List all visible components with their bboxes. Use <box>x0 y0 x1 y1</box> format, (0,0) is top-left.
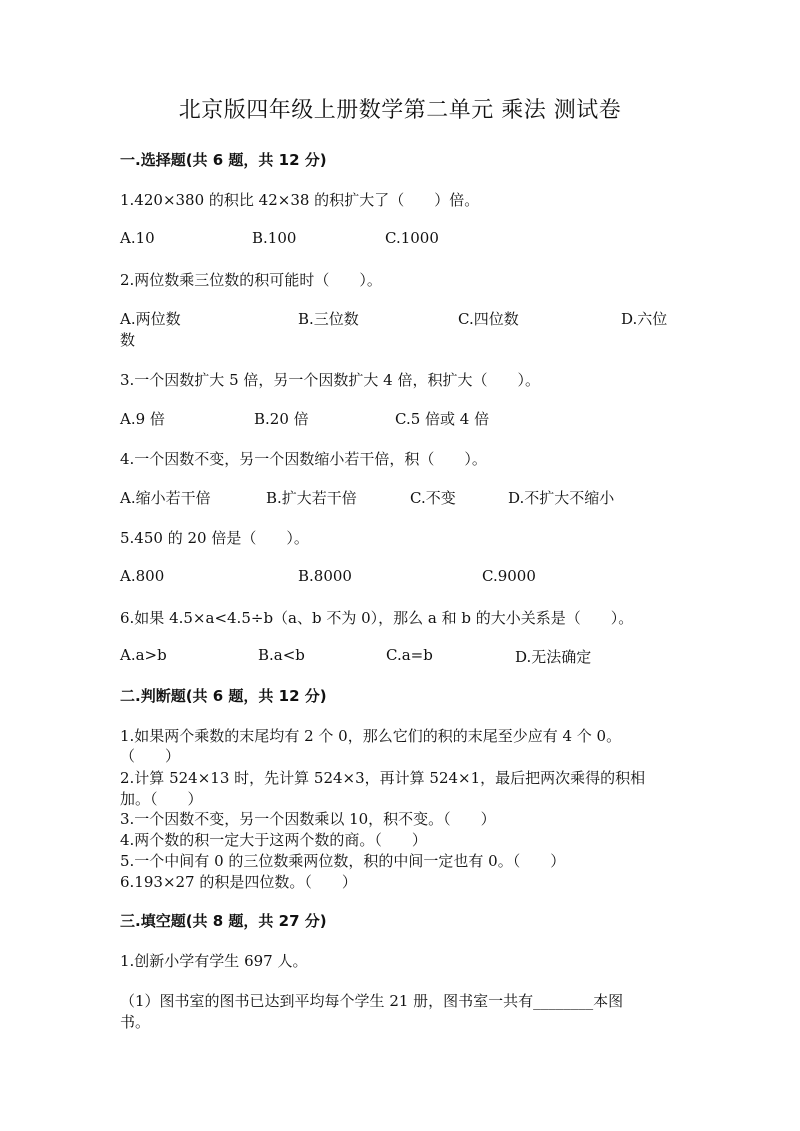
option-b: B.三位数 <box>298 310 359 328</box>
option-b: B.20 倍 <box>254 410 309 428</box>
option-a: A.10 <box>120 229 155 247</box>
option-c: C.9000 <box>482 567 536 585</box>
option-b: B.100 <box>252 229 297 247</box>
option-a: A.9 倍 <box>120 410 165 428</box>
question-stem: 2.两位数乘三位数的积可能时（ ）。 <box>120 271 382 289</box>
option-d: D.无法确定 <box>515 648 592 666</box>
option-c: C.不变 <box>410 489 456 507</box>
option-a: A.两位数 <box>120 310 181 328</box>
section-heading-judgement: 二.判断题(共 6 题，共 12 分) <box>120 687 327 705</box>
judgement-line: 2.计算 524×13 时，先计算 524×3，再计算 524×1，最后把两次乘得的积相 <box>120 769 646 787</box>
question-stem: 6.如果 4.5×a<4.5÷b（a、b 不为 0），那么 a 和 b 的大小关系是（ ）。 <box>120 609 634 627</box>
question-stem: 3.一个因数扩大 5 倍，另一个因数扩大 4 倍，积扩大（ ）。 <box>120 371 540 389</box>
option-c: C.5 倍或 4 倍 <box>395 410 490 428</box>
option-c: C.四位数 <box>458 310 519 328</box>
judgement-line: 1.如果两个乘数的末尾均有 2 个 0，那么它们的积的末尾至少应有 4 个 0。 <box>120 727 622 745</box>
fill-subquestion-wrap: 书。 <box>120 1013 151 1031</box>
option-a: A.800 <box>120 567 165 585</box>
option-c: C.a=b <box>386 646 433 664</box>
question-stem: 4.一个因数不变，另一个因数缩小若干倍，积（ ）。 <box>120 450 487 468</box>
page-title: 北京版四年级上册数学第二单元 乘法 测试卷 <box>178 98 622 123</box>
option-d: D.不扩大不缩小 <box>508 489 615 507</box>
judgement-line: 5.一个中间有 0 的三位数乘两位数，积的中间一定也有 0。（ ） <box>120 852 566 870</box>
option-a: A.a>b <box>120 646 167 664</box>
option-b: B.扩大若干倍 <box>266 489 357 507</box>
option-d: D.六位 <box>621 310 668 328</box>
judgement-line: 3.一个因数不变，另一个因数乘以 10，积不变。（ ） <box>120 810 496 828</box>
judgement-line: （ ） <box>120 747 181 765</box>
option-b: B.a<b <box>258 646 305 664</box>
question-stem: 5.450 的 20 倍是（ ）。 <box>120 529 309 547</box>
option-b: B.8000 <box>298 567 352 585</box>
judgement-line: 加。（ ） <box>120 790 203 808</box>
fill-question: 1.创新小学有学生 697 人。 <box>120 952 308 970</box>
option-wrap-text: 数 <box>120 331 136 349</box>
judgement-line: 4.两个数的积一定大于这两个数的商。（ ） <box>120 831 427 849</box>
fill-subquestion: （1）图书室的图书已达到平均每个学生 21 册，图书室一共有________本图 <box>120 992 624 1010</box>
section-heading-fill: 三.填空题(共 8 题，共 27 分) <box>120 912 327 930</box>
option-c: C.1000 <box>385 229 439 247</box>
section-heading-choice: 一.选择题(共 6 题，共 12 分) <box>120 151 327 169</box>
option-a: A.缩小若干倍 <box>120 489 211 507</box>
question-stem: 1.420×380 的积比 42×38 的积扩大了（ ）倍。 <box>120 191 480 209</box>
judgement-line: 6.193×27 的积是四位数。（ ） <box>120 873 357 891</box>
